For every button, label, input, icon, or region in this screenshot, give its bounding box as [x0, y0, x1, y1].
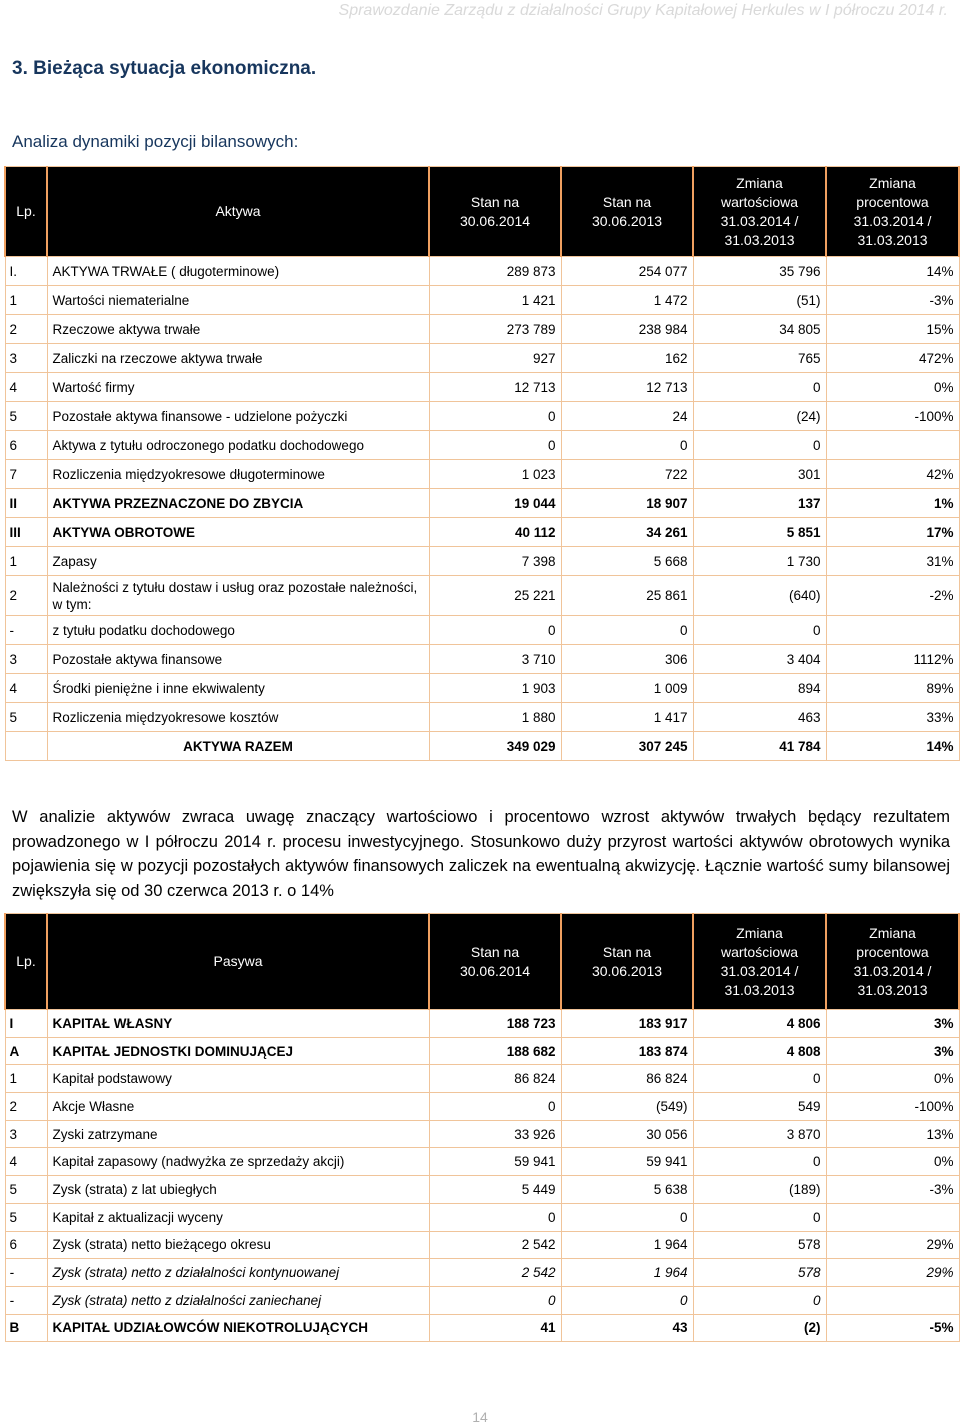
liabilities-header-row: [5, 914, 959, 1010]
cell-2014: 0: [429, 616, 561, 645]
cell-change-percent: -5%: [826, 1314, 959, 1342]
cell-change-percent: 0%: [826, 373, 959, 402]
cell-change-percent: -100%: [826, 402, 959, 431]
cell-lp: -: [5, 1259, 47, 1287]
cell-2014: 7 398: [429, 547, 561, 576]
cell-name: Zysk (strata) netto z działalności kontynuowanej: [47, 1259, 429, 1287]
cell-name: Rozliczenia międzyokresowe kosztów: [47, 703, 429, 732]
table-row: [5, 344, 959, 373]
cell-change-value: 578: [693, 1259, 826, 1287]
table-row: [5, 1010, 959, 1038]
cell-change-value: (2): [693, 1314, 826, 1342]
cell-change-percent: 3%: [826, 1037, 959, 1065]
cell-change-value: (640): [693, 576, 826, 616]
cell-2013: 1 964: [561, 1231, 693, 1259]
table-row: [5, 431, 959, 460]
cell-name: z tytułu podatku dochodowego: [47, 616, 429, 645]
cell-change-value: 34 805: [693, 315, 826, 344]
cell-2013: 86 824: [561, 1065, 693, 1093]
cell-2014: 188 723: [429, 1010, 561, 1038]
table-row: [5, 1093, 959, 1121]
cell-2014: 1 880: [429, 703, 561, 732]
assets-header-name: Aktywa: [47, 167, 429, 257]
cell-change-value: 0: [693, 373, 826, 402]
cell-2013: 0: [561, 1203, 693, 1231]
cell-lp: 4: [5, 674, 47, 703]
table-row: [5, 703, 959, 732]
liabilities-header-lp: Lp.: [5, 914, 47, 1010]
assets-header-lp: Lp.: [5, 167, 47, 257]
table-row: [5, 518, 959, 547]
cell-name: Rzeczowe aktywa trwałe: [47, 315, 429, 344]
cell-name: KAPITAŁ WŁASNY: [47, 1010, 429, 1038]
cell-2013: 43: [561, 1314, 693, 1342]
cell-2013: 238 984: [561, 315, 693, 344]
cell-2014: 2 542: [429, 1259, 561, 1287]
cell-change-percent: 0%: [826, 1065, 959, 1093]
cell-name: Należności z tytułu dostaw i usług oraz pozostałe należności, w tym:: [47, 576, 429, 616]
cell-name: Kapitał z aktualizacji wyceny: [47, 1203, 429, 1231]
cell-lp: 5: [5, 1176, 47, 1204]
table-row: [5, 315, 959, 344]
table-row: [5, 547, 959, 576]
section-subtitle: Analiza dynamiki pozycji bilansowych:: [12, 132, 299, 151]
cell-lp: 3: [5, 344, 47, 373]
cell-change-percent: [826, 616, 959, 645]
cell-change-percent: 1%: [826, 489, 959, 518]
cell-lp: 2: [5, 1093, 47, 1121]
cell-change-value: 0: [693, 431, 826, 460]
cell-lp: 1: [5, 286, 47, 315]
cell-2014: 273 789: [429, 315, 561, 344]
cell-lp: -: [5, 1286, 47, 1314]
table-row: [5, 1065, 959, 1093]
cell-name: Kapitał zapasowy (nadwyżka ze sprzedaży akcji): [47, 1148, 429, 1176]
cell-change-percent: [826, 1203, 959, 1231]
cell-name: KAPITAŁ JEDNOSTKI DOMINUJĄCEJ: [47, 1037, 429, 1065]
cell-name: Zapasy: [47, 547, 429, 576]
table-row: [5, 576, 959, 616]
assets-table: [4, 166, 960, 761]
cell-change-percent: 13%: [826, 1120, 959, 1148]
cell-change-percent: 31%: [826, 547, 959, 576]
assets-header-row: [5, 167, 959, 257]
assets-header-change-percent: Zmiana procentowa 31.03.2014 / 31.03.2013: [826, 167, 959, 257]
table-row: [5, 1176, 959, 1204]
table-row: [5, 286, 959, 315]
table-row: [5, 616, 959, 645]
cell-2014: 19 044: [429, 489, 561, 518]
liabilities-header-2013: Stan na 30.06.2013: [561, 914, 693, 1010]
table-row: [5, 373, 959, 402]
cell-lp: 6: [5, 431, 47, 460]
cell-2013: 5 638: [561, 1176, 693, 1204]
liabilities-header-change-value: Zmiana wartościowa 31.03.2014 / 31.03.2013: [693, 914, 826, 1010]
cell-2014: 927: [429, 344, 561, 373]
cell-lp: B: [5, 1314, 47, 1342]
table-row: [5, 460, 959, 489]
cell-2014: 86 824: [429, 1065, 561, 1093]
page-number: 14: [472, 1409, 488, 1425]
cell-change-percent: 42%: [826, 460, 959, 489]
cell-2014: 41: [429, 1314, 561, 1342]
cell-2014: 289 873: [429, 257, 561, 286]
cell-change-percent: 29%: [826, 1231, 959, 1259]
assets-total-change-value: 41 784: [693, 732, 826, 761]
table-row: [5, 1037, 959, 1065]
cell-change-value: (24): [693, 402, 826, 431]
cell-lp: 5: [5, 703, 47, 732]
cell-change-percent: 89%: [826, 674, 959, 703]
cell-name: Kapitał podstawowy: [47, 1065, 429, 1093]
table-row: [5, 1231, 959, 1259]
cell-change-percent: -2%: [826, 576, 959, 616]
cell-change-percent: 3%: [826, 1010, 959, 1038]
cell-2014: 33 926: [429, 1120, 561, 1148]
cell-lp: 3: [5, 1120, 47, 1148]
cell-2014: 0: [429, 1093, 561, 1121]
cell-2013: 30 056: [561, 1120, 693, 1148]
cell-2013: 1 417: [561, 703, 693, 732]
cell-change-value: 0: [693, 616, 826, 645]
cell-lp: 4: [5, 1148, 47, 1176]
cell-2014: 25 221: [429, 576, 561, 616]
cell-2014: 2 542: [429, 1231, 561, 1259]
liabilities-header-change-percent: Zmiana procentowa 31.03.2014 / 31.03.2013: [826, 914, 959, 1010]
cell-2013: 1 964: [561, 1259, 693, 1287]
cell-2013: 1 009: [561, 674, 693, 703]
table-row: [5, 645, 959, 674]
cell-change-value: 894: [693, 674, 826, 703]
cell-lp: 1: [5, 547, 47, 576]
cell-2013: 24: [561, 402, 693, 431]
table-row: [5, 1259, 959, 1287]
cell-change-percent: 17%: [826, 518, 959, 547]
cell-change-percent: [826, 431, 959, 460]
cell-name: Zysk (strata) z lat ubiegłych: [47, 1176, 429, 1204]
section-title: 3. Bieżąca sytuacja ekonomiczna.: [12, 58, 317, 79]
cell-change-value: 578: [693, 1231, 826, 1259]
cell-lp: 6: [5, 1231, 47, 1259]
cell-name: Zyski zatrzymane: [47, 1120, 429, 1148]
cell-2013: 0: [561, 431, 693, 460]
running-header: Sprawozdanie Zarządu z działalności Grupy Kapitałowej Herkules w I półroczu 2014 r.: [338, 2, 948, 19]
assets-total-row: [5, 732, 959, 761]
cell-name: AKTYWA PRZEZNACZONE DO ZBYCIA: [47, 489, 429, 518]
cell-change-value: 137: [693, 489, 826, 518]
cell-name: Pozostałe aktywa finansowe - udzielone pożyczki: [47, 402, 429, 431]
cell-lp: III: [5, 518, 47, 547]
cell-2013: 18 907: [561, 489, 693, 518]
cell-name: Rozliczenia międzyokresowe długoterminowe: [47, 460, 429, 489]
cell-lp: I.: [5, 257, 47, 286]
cell-2014: 188 682: [429, 1037, 561, 1065]
cell-change-percent: 472%: [826, 344, 959, 373]
table-row: [5, 257, 959, 286]
analysis-paragraph: W analizie aktywów zwraca uwagę znaczący wartościowo i procentowo wzrost aktywów trwałych będący rezultatem prowadzonego w I półroczu 2014 r. procesu inwestycyjnego. Stosunkowo duży przyrost wartości aktywów obrotowych wynika pojawienia się w pozycji pozostałych aktywów finansowych zaliczek na ewentualną akwizycję. Łącznie wartość sumy bilansowej zwiększyła się od 30 czerwca 2013 r. o 14%: [12, 808, 950, 900]
cell-change-percent: -100%: [826, 1093, 959, 1121]
cell-change-value: (51): [693, 286, 826, 315]
cell-name: Akcje Własne: [47, 1093, 429, 1121]
cell-2013: 34 261: [561, 518, 693, 547]
cell-change-percent: 29%: [826, 1259, 959, 1287]
cell-name: Zysk (strata) netto bieżącego okresu: [47, 1231, 429, 1259]
cell-2013: (549): [561, 1093, 693, 1121]
assets-header-change-value: Zmiana wartościowa 31.03.2014 / 31.03.2013: [693, 167, 826, 257]
cell-change-value: 549: [693, 1093, 826, 1121]
cell-lp: 2: [5, 315, 47, 344]
assets-header-2013: Stan na 30.06.2013: [561, 167, 693, 257]
assets-total-label: AKTYWA RAZEM: [47, 732, 429, 761]
cell-2014: 1 903: [429, 674, 561, 703]
cell-change-value: 35 796: [693, 257, 826, 286]
cell-2013: 183 917: [561, 1010, 693, 1038]
cell-change-percent: 0%: [826, 1148, 959, 1176]
liabilities-header-name: Pasywa: [47, 914, 429, 1010]
cell-name: Wartości niematerialne: [47, 286, 429, 315]
cell-2013: 306: [561, 645, 693, 674]
cell-name: Aktywa z tytułu odroczonego podatku dochodowego: [47, 431, 429, 460]
cell-change-percent: 1112%: [826, 645, 959, 674]
cell-change-percent: 15%: [826, 315, 959, 344]
cell-2014: 1 421: [429, 286, 561, 315]
table-row: [5, 1203, 959, 1231]
cell-change-value: 4 806: [693, 1010, 826, 1038]
cell-lp: II: [5, 489, 47, 518]
cell-change-value: 765: [693, 344, 826, 373]
cell-change-value: 301: [693, 460, 826, 489]
cell-2013: 25 861: [561, 576, 693, 616]
cell-change-percent: -3%: [826, 1176, 959, 1204]
cell-change-percent: 33%: [826, 703, 959, 732]
cell-name: Środki pieniężne i inne ekwiwalenty: [47, 674, 429, 703]
cell-change-value: (189): [693, 1176, 826, 1204]
cell-lp: 5: [5, 1203, 47, 1231]
table-row: [5, 1314, 959, 1342]
cell-2014: 0: [429, 402, 561, 431]
cell-lp: 1: [5, 1065, 47, 1093]
cell-2013: 0: [561, 1286, 693, 1314]
cell-2013: 0: [561, 616, 693, 645]
assets-header-2014: Stan na 30.06.2014: [429, 167, 561, 257]
cell-change-value: 0: [693, 1065, 826, 1093]
cell-2014: 0: [429, 431, 561, 460]
cell-2014: 3 710: [429, 645, 561, 674]
cell-2014: 5 449: [429, 1176, 561, 1204]
cell-2013: 12 713: [561, 373, 693, 402]
cell-change-percent: 14%: [826, 257, 959, 286]
assets-total-2014: 349 029: [429, 732, 561, 761]
cell-name: Wartość firmy: [47, 373, 429, 402]
cell-change-value: 1 730: [693, 547, 826, 576]
cell-change-percent: -3%: [826, 286, 959, 315]
cell-change-value: 0: [693, 1286, 826, 1314]
cell-change-value: 0: [693, 1203, 826, 1231]
cell-2013: 722: [561, 460, 693, 489]
cell-lp: -: [5, 616, 47, 645]
cell-change-value: 0: [693, 1148, 826, 1176]
cell-2014: 1 023: [429, 460, 561, 489]
cell-2014: 59 941: [429, 1148, 561, 1176]
cell-change-value: 4 808: [693, 1037, 826, 1065]
table-row: [5, 674, 959, 703]
liabilities-header-2014: Stan na 30.06.2014: [429, 914, 561, 1010]
cell-change-value: 3 870: [693, 1120, 826, 1148]
cell-2013: 1 472: [561, 286, 693, 315]
cell-name: KAPITAŁ UDZIAŁOWCÓW NIEKOTROLUJĄCYCH: [47, 1314, 429, 1342]
table-row: [5, 1148, 959, 1176]
cell-name: Pozostałe aktywa finansowe: [47, 645, 429, 674]
cell-2014: 40 112: [429, 518, 561, 547]
cell-change-value: 3 404: [693, 645, 826, 674]
cell-2014: 0: [429, 1203, 561, 1231]
cell-2013: 5 668: [561, 547, 693, 576]
cell-change-percent: [826, 1286, 959, 1314]
cell-2013: 59 941: [561, 1148, 693, 1176]
cell-name: AKTYWA TRWAŁE ( długoterminowe): [47, 257, 429, 286]
table-row: [5, 1286, 959, 1314]
cell-lp: I: [5, 1010, 47, 1038]
cell-change-value: 5 851: [693, 518, 826, 547]
assets-total-change-percent: 14%: [826, 732, 959, 761]
table-row: [5, 402, 959, 431]
cell-2013: 183 874: [561, 1037, 693, 1065]
cell-name: AKTYWA OBROTOWE: [47, 518, 429, 547]
cell-lp: 3: [5, 645, 47, 674]
cell-name: Zaliczki na rzeczowe aktywa trwałe: [47, 344, 429, 373]
cell-2013: 254 077: [561, 257, 693, 286]
cell-name: Zysk (strata) netto z działalności zaniechanej: [47, 1286, 429, 1314]
cell-lp: 5: [5, 402, 47, 431]
assets-total-2013: 307 245: [561, 732, 693, 761]
cell-lp: 7: [5, 460, 47, 489]
cell-2014: 0: [429, 1286, 561, 1314]
cell-change-value: 463: [693, 703, 826, 732]
cell-lp: 4: [5, 373, 47, 402]
cell-lp: A: [5, 1037, 47, 1065]
cell-2013: 162: [561, 344, 693, 373]
table-row: [5, 489, 959, 518]
cell-lp: 2: [5, 576, 47, 616]
table-row: [5, 1120, 959, 1148]
liabilities-table: [4, 913, 960, 1342]
cell-2014: 12 713: [429, 373, 561, 402]
